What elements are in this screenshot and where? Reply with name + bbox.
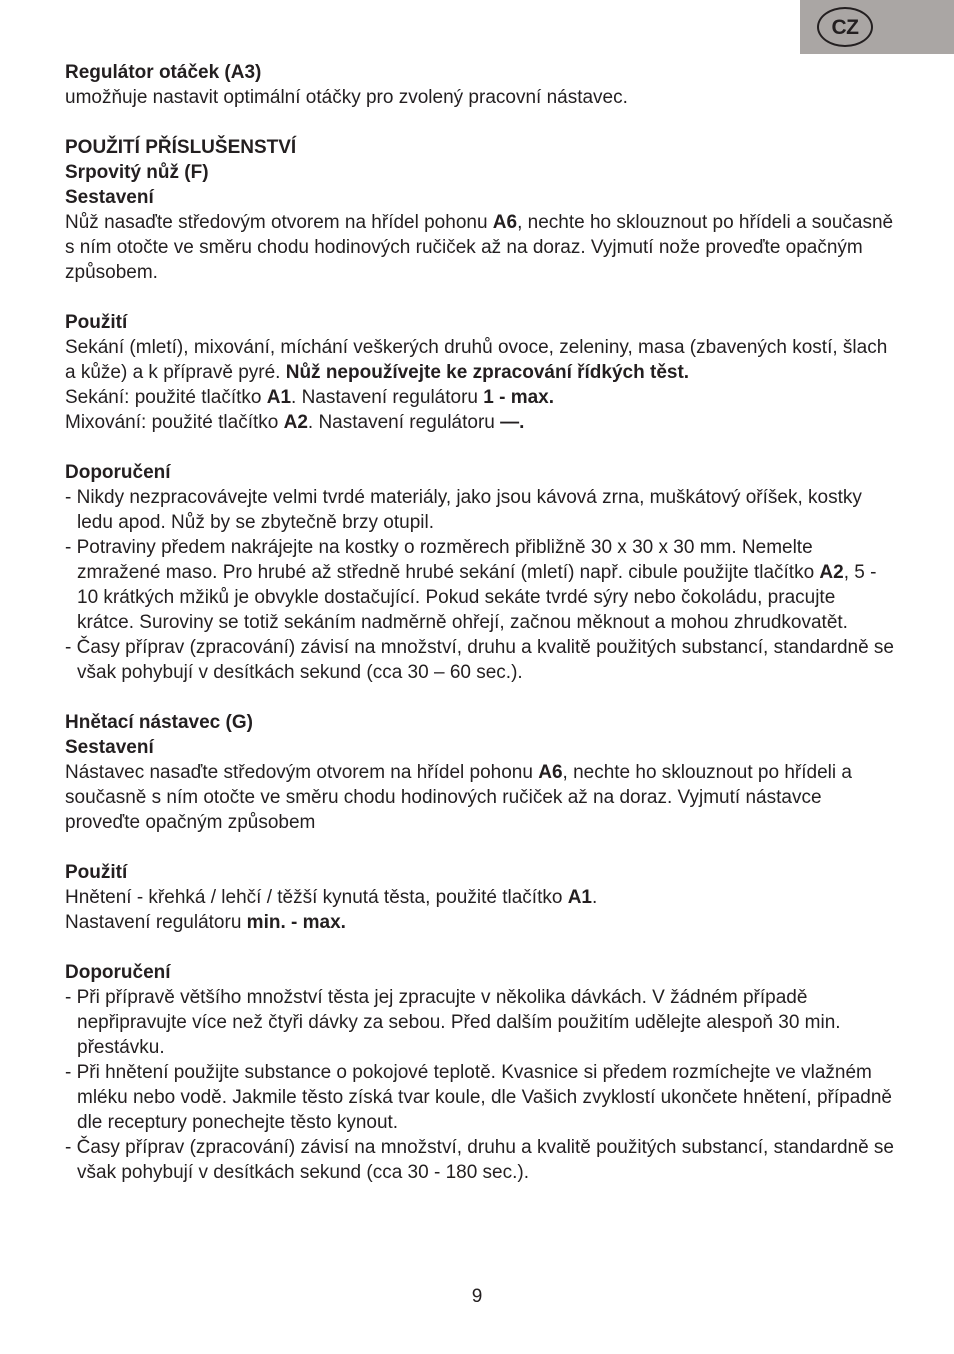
knife-tip-3: - Časy příprav (zpracování) závisí na množství, druhu a kvalitě použitých substancí, standardně se však pohybují v desítkách sekund (cca 30 – 60 sec.). (65, 637, 894, 683)
kneader-tip-2: - Při hnětení použijte substance o pokojové teplotě. Kvasnice si předem rozmíchejte ve vlažném mléku nebo vodě. Jakmile těsto získá tvar koule, dle Vašich zvyklostí ukončete hnětení, případně dle receptury ponechejte těsto kynout. (65, 1062, 892, 1133)
kneader-setting-line: Nastavení regulátoru min. - max. (65, 912, 346, 933)
kneader-tips-heading: Doporučení (65, 962, 171, 983)
regulator-text: umožňuje nastavit optimální otáčky pro zvolený pracovní nástavec. (65, 87, 628, 108)
knife-heading: Srpovitý nůž (F) (65, 162, 209, 183)
page-number: 9 (471, 1286, 483, 1307)
knife-mix-line: Mixování: použité tlačítko A2. Nastavení regulátoru —. (65, 412, 525, 433)
regulator-heading: Regulátor otáček (A3) (65, 62, 262, 83)
knife-tips-heading: Doporučení (65, 462, 171, 483)
kneader-tip-3: - Časy příprav (zpracování) závisí na množství, druhu a kvalitě použitých substancí, standardně se však pohybují v desítkách sekund (cca 30 - 180 sec.). (65, 1137, 894, 1183)
kneader-use-heading: Použití (65, 862, 128, 883)
knife-tip-1: - Nikdy nezpracovávejte velmi tvrdé materiály, jako jsou kávová zrna, muškátový oříšek, kostky ledu apod. Nůž by se zbytečně brzy otupil. (65, 487, 862, 533)
kneader-assembly-heading: Sestavení (65, 737, 154, 758)
knife-assembly-heading: Sestavení (65, 187, 154, 208)
kneader-tip-1: - Při přípravě většího množství těsta jej zpracujte v několika dávkách. V žádném případě nepřipravujte více než čtyři dávky za sebou. Před dalším použitím udělejte alespoň 30 min. přestávku. (65, 987, 841, 1058)
page-content (65, 60, 895, 1185)
kneader-use-line: Hnětení - křehká / lehčí / těžší kynutá těsta, použité tlačítko A1. (65, 887, 598, 908)
kneader-assembly-text: Nástavec nasaďte středovým otvorem na hřídel pohonu A6, nechte ho sklouznout po hřídeli a současně s ním otočte ve směru chodu hodinových ručiček až na doraz. Vyjmutí nástavce proveďte opačným způsobem (65, 762, 852, 833)
knife-assembly-text: Nůž nasaďte středovým otvorem na hřídel pohonu A6, nechte ho sklouznout po hřídeli a současně s ním otočte ve směru chodu hodinových ručiček až na doraz. Vyjmutí nože proveďte opačným způsobem. (65, 212, 894, 283)
knife-use-heading: Použití (65, 312, 128, 333)
knife-use-text: Sekání (mletí), mixování, míchání veškerých druhů ovoce, zeleniny, masa (zbavených kostí, šlach a kůže) a k přípravě pyré. Nůž nepoužívejte ke zpracování řídkých těst. (65, 337, 888, 383)
section-heading: POUŽITÍ PŘÍSLUŠENSTVÍ (65, 137, 297, 158)
knife-chop-line: Sekání: použité tlačítko A1. Nastavení regulátoru 1 - max. (65, 387, 555, 408)
language-badge: CZ (817, 7, 873, 47)
knife-tip-2: - Potraviny předem nakrájejte na kostky o rozměrech přibližně 30 x 30 x 30 mm. Nemelte zmražené maso. Pro hrubé až středně hrubé sekání (mletí) např. cibule použijte tlačítko A2, 5 - 10 krátkých mžiků je obvykle dostačující. Pokud sekáte tvrdé sýry nebo čokoládu, pracujte krátce. Suroviny se totiž sekáním nadměrně ohřejí, začnou měknout a mohou zhrudkovatět. (65, 537, 877, 633)
kneader-heading: Hnětací nástavec (G) (65, 712, 253, 733)
language-tab (800, 0, 954, 54)
